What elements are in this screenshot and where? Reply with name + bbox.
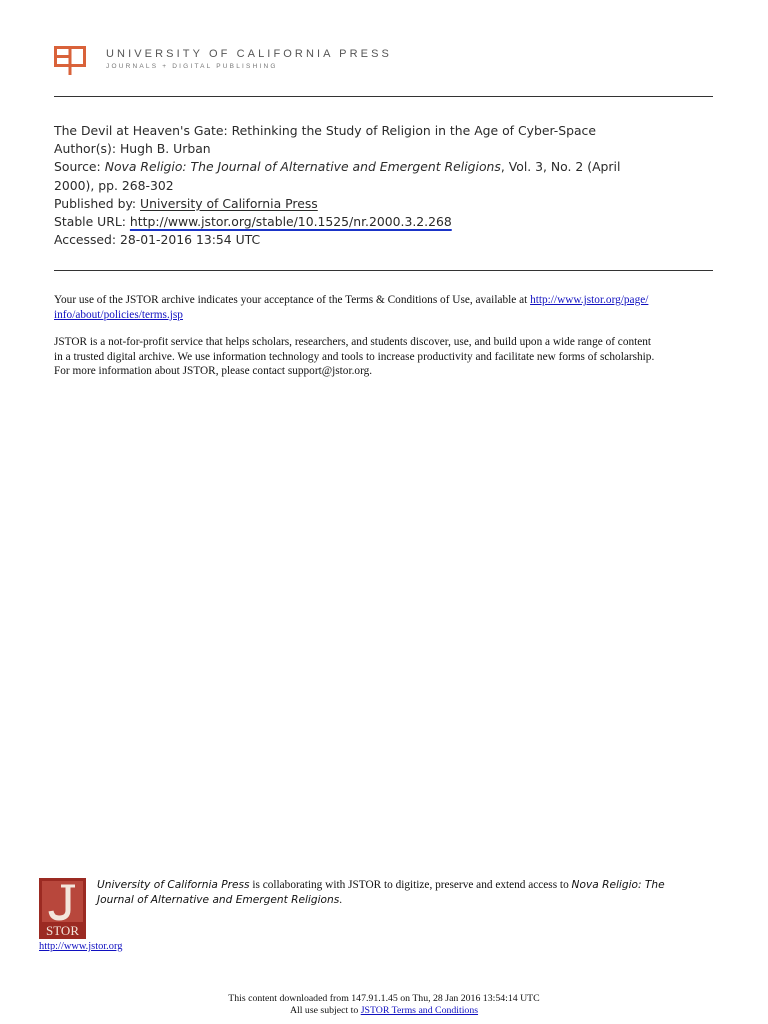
jstor-logo-icon	[39, 878, 86, 939]
source-line: Source: Nova Religio: The Journal of Alternative and Emergent Religions, Vol. 3, No. 2 (April	[54, 159, 621, 175]
jstor-logo-text: STOR	[46, 923, 79, 938]
collab-journal-1: Nova Religio: The	[571, 879, 665, 891]
stable-url-line: Stable URL: http://www.jstor.org/stable/10.1525/nr.2000.3.2.268	[54, 214, 452, 230]
terms-link[interactable]: http://www.jstor.org/page/ info/about/policies/terms.jsp	[54, 294, 649, 321]
terms-paragraph: Your use of the JSTOR archive indicates your acceptance of the Terms & Conditions of Use, available at http://www.jstor.org/page/ info/about/policies/terms.jsp	[54, 294, 649, 321]
publisher-name: UNIVERSITY OF CALIFORNIA PRESS	[106, 48, 392, 60]
accessed-line: Accessed: 28-01-2016 13:54 UTC	[54, 232, 261, 248]
published-line: Published by: University of California Press	[54, 195, 318, 211]
ucp-logo-icon	[54, 46, 86, 76]
collaboration-notice: University of California Press is collaborating with JSTOR to digitize, preserve and extend access to Nova Religio: The Journal of Alternative and Emergent Religions.	[97, 879, 665, 906]
about-line-3: For more information about JSTOR, please contact support@jstor.org.	[54, 365, 373, 378]
download-info: This content downloaded from 147.91.1.45 on Thu, 28 Jan 2016 13:54:14 UTC	[228, 993, 540, 1004]
author-name: Hugh B. Urban	[119, 141, 211, 157]
about-line-1: JSTOR is a not-for-profit service that helps scholars, researchers, and students discover, use, and build upon a wide range of content	[54, 336, 652, 348]
collab-journal-2: Journal of Alternative and Emergent Religions	[97, 894, 340, 906]
stable-url-link[interactable]: http://www.jstor.org/stable/10.1525/nr.2000.3.2.268	[129, 214, 452, 230]
article-title: The Devil at Heaven's Gate: Rethinking the Study of Religion in the Age of Cyber-Space	[54, 123, 596, 138]
author-line: Author(s): Hugh B. Urban	[54, 141, 211, 157]
source-line-2: 2000), pp. 268-302	[54, 177, 174, 193]
citation-block	[54, 122, 714, 249]
about-line-2: in a trusted digital archive. We use information technology and tools to increase productivity and facilitate new forms of scholarship.	[54, 350, 655, 363]
divider-middle	[54, 270, 713, 271]
about-paragraph	[54, 335, 714, 379]
publisher-link[interactable]: University of California Press	[140, 195, 318, 211]
divider-top	[54, 96, 713, 97]
jstor-homepage-link[interactable]: http://www.jstor.org	[39, 941, 123, 952]
terms-footer-line: All use subject to JSTOR Terms and Conditions	[289, 1005, 479, 1016]
download-footer	[0, 993, 768, 1017]
publisher-subtitle: JOURNALS + DIGITAL PUBLISHING	[106, 63, 278, 70]
source-journal: Nova Religio: The Journal of Alternative and Emergent Religions	[104, 159, 501, 175]
collab-publisher: University of California Press	[97, 879, 250, 891]
jstor-terms-link[interactable]: JSTOR Terms and Conditions	[360, 1005, 479, 1016]
